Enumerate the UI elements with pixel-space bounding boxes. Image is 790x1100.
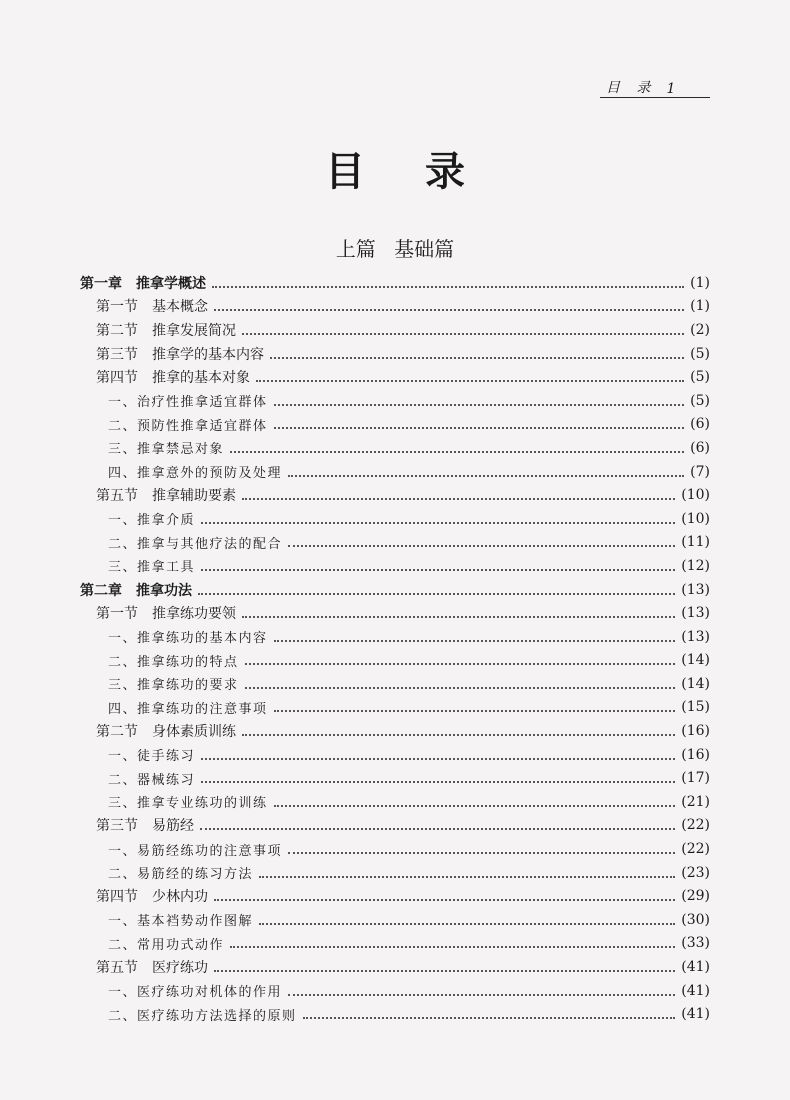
toc-entry-label: [108, 391, 268, 410]
toc-entry-page-number: (41): [681, 959, 710, 976]
toc-entry-title: 徒手练习: [137, 749, 196, 765]
toc-entry-number: 二、: [108, 937, 138, 953]
running-header-title: 目 录: [606, 80, 657, 96]
dot-leader: [242, 498, 675, 500]
dot-leader: [245, 687, 676, 689]
dot-leader: [245, 663, 676, 665]
toc-entry-page-number: (13): [681, 605, 710, 622]
toc-entry-number: 一、: [108, 395, 138, 411]
dot-leader: [274, 404, 685, 406]
toc-subsection-entry: [80, 389, 710, 413]
toc-entry-title: 推拿的基本对象: [152, 370, 250, 387]
dot-leader: [230, 946, 675, 948]
toc-entry-label: [96, 367, 250, 387]
toc-entry-label: [80, 273, 206, 293]
toc-entry-title: 易筋经的练习方法: [137, 867, 254, 883]
toc-entry-number: 第五节: [96, 960, 138, 977]
dot-leader: [242, 734, 675, 736]
toc-section-entry: [80, 955, 710, 979]
toc-entry-title: 推拿专业练功的训练: [137, 796, 268, 812]
toc-subsection-entry: [80, 531, 710, 555]
toc-entry-page-number: (33): [681, 935, 710, 952]
dot-leader: [303, 1017, 676, 1019]
running-header: [600, 78, 710, 98]
toc-entry-title: 推拿练功要领: [152, 606, 236, 623]
toc-title: 目录: [325, 149, 525, 195]
toc-entry-title: 少林内功: [152, 889, 208, 906]
toc-entry-title: 推拿发展简况: [152, 322, 236, 339]
toc-entry-number: 第三节: [96, 346, 138, 363]
toc-entry-label: [108, 509, 195, 528]
toc-entry-page-number: (21): [681, 793, 710, 810]
toc-entry-title: 推拿练功的特点: [137, 654, 239, 670]
toc-entry-label: [96, 957, 208, 977]
toc-entry-title: 医疗练功: [152, 960, 208, 977]
toc-entry-label: [96, 886, 208, 906]
toc-entry-label: [108, 934, 224, 953]
toc-entry-title: 易筋经: [152, 818, 194, 835]
toc-entry-label: [96, 320, 236, 340]
toc-entry-title: 推拿与其他疗法的配合: [137, 536, 283, 552]
toc-entry-page-number: (41): [681, 982, 710, 999]
toc-entry-number: 第二章: [80, 582, 122, 599]
toc-entry-label: [108, 910, 253, 929]
toc-chapter-entry: [80, 271, 710, 295]
toc-entry-label: [108, 863, 253, 882]
toc-entry-number: 四、: [108, 466, 138, 482]
toc-subsection-entry: [80, 1002, 710, 1026]
dot-leader: [274, 427, 685, 429]
toc-entry-label: [108, 462, 282, 481]
toc-entry-title: 推拿学概述: [136, 275, 206, 292]
toc-entry-title: 推拿练功的要求: [137, 678, 239, 694]
toc-entry-page-number: (14): [681, 675, 710, 692]
toc-entry-page-number: (10): [681, 510, 710, 527]
toc-entry-label: [80, 580, 192, 600]
toc-entry-number: 二、: [108, 1008, 138, 1024]
toc-entry-page-number: (29): [681, 888, 710, 905]
toc-entry-label: [96, 721, 236, 741]
toc-entry-page-number: (1): [690, 298, 710, 315]
toc-entry-label: [96, 344, 264, 364]
toc-entry-number: 第四节: [96, 889, 138, 906]
toc-entry-page-number: (23): [681, 864, 710, 881]
toc-subsection-entry: [80, 436, 710, 460]
toc-entry-label: [108, 415, 268, 434]
toc-entry-title: 预防性推拿适宜群体: [137, 418, 268, 434]
dot-leader: [212, 286, 684, 288]
toc-entry-number: 三、: [108, 442, 138, 458]
toc-entry-number: 一、: [108, 631, 138, 647]
toc-entry-title: 医疗练功方法选择的原则: [137, 1008, 297, 1024]
toc-entry-title: 器械练习: [137, 772, 196, 788]
toc-entry-number: 三、: [108, 796, 138, 812]
toc-entry-label: [108, 533, 282, 552]
toc-entry-label: [108, 745, 195, 764]
toc-entry-label: [108, 698, 268, 717]
toc-entry-number: 第三节: [96, 818, 138, 835]
dot-leader: [259, 876, 675, 878]
toc-subsection-entry: [80, 837, 710, 861]
toc-entry-page-number: (13): [681, 628, 710, 645]
toc-subsection-entry: [80, 790, 710, 814]
toc-entry-label: [96, 296, 208, 316]
toc-entry-page-number: (15): [681, 699, 710, 716]
toc-entry-page-number: (22): [681, 817, 710, 834]
toc-section-entry: [80, 483, 710, 507]
dot-leader: [214, 970, 675, 972]
toc-entry-title: 推拿意外的预防及处理: [137, 466, 283, 482]
dot-leader: [242, 616, 675, 618]
toc-entry-label: [96, 603, 236, 623]
dot-leader: [288, 475, 684, 477]
toc-entry-label: [108, 981, 282, 1000]
toc-entry-page-number: (5): [690, 392, 710, 409]
toc-entry-number: 第一节: [96, 299, 138, 316]
toc-list: [80, 271, 710, 1026]
toc-entry-number: 一、: [108, 749, 138, 765]
toc-subsection-entry: [80, 625, 710, 649]
toc-subsection-entry: [80, 554, 710, 578]
toc-subsection-entry: [80, 766, 710, 790]
toc-entry-page-number: (13): [681, 581, 710, 598]
toc-entry-number: 第一章: [80, 275, 122, 292]
toc-entry-page-number: (2): [690, 321, 710, 338]
toc-entry-number: 三、: [108, 560, 138, 576]
dot-leader: [288, 852, 675, 854]
toc-section-entry: [80, 295, 710, 319]
toc-entry-label: [108, 627, 268, 646]
toc-entry-number: 第一节: [96, 606, 138, 623]
toc-entry-page-number: (7): [690, 463, 710, 480]
toc-entry-number: 第二节: [96, 724, 138, 741]
toc-entry-title: 身体素质训练: [152, 724, 236, 741]
toc-entry-number: 一、: [108, 985, 138, 1001]
toc-entry-page-number: (22): [681, 841, 710, 858]
toc-entry-title: 医疗练功对机体的作用: [137, 985, 283, 1001]
toc-section-entry: [80, 884, 710, 908]
toc-entry-number: 第四节: [96, 370, 138, 387]
toc-subsection-entry: [80, 649, 710, 673]
toc-subsection-entry: [80, 413, 710, 437]
toc-subsection-entry: [80, 696, 710, 720]
toc-entry-page-number: (6): [690, 416, 710, 433]
toc-entry-number: 二、: [108, 654, 138, 670]
running-header-page-number: 1: [666, 81, 682, 97]
dot-leader: [201, 522, 675, 524]
toc-entry-title: 治疗性推拿适宜群体: [137, 395, 268, 411]
toc-entry-number: 三、: [108, 678, 138, 694]
toc-entry-number: 二、: [108, 418, 138, 434]
dot-leader: [270, 357, 684, 359]
dot-leader: [242, 333, 684, 335]
dot-leader: [201, 781, 675, 783]
toc-entry-number: 一、: [108, 843, 138, 859]
toc-subsection-entry: [80, 861, 710, 885]
dot-leader: [214, 309, 684, 311]
toc-subsection-entry: [80, 507, 710, 531]
dot-leader: [274, 710, 676, 712]
toc-entry-page-number: (16): [681, 746, 710, 763]
dot-leader: [200, 828, 675, 830]
toc-entry-title: 常用功式动作: [137, 937, 225, 953]
toc-entry-label: [108, 438, 224, 457]
toc-entry-label: [108, 769, 195, 788]
toc-entry-page-number: (5): [690, 369, 710, 386]
toc-entry-label: [108, 674, 239, 693]
toc-entry-number: 一、: [108, 513, 138, 529]
toc-subsection-entry: [80, 979, 710, 1003]
toc-entry-page-number: (41): [681, 1006, 710, 1023]
part-title: 上篇 基础篇: [335, 237, 455, 261]
toc-entry-page-number: (14): [681, 652, 710, 669]
toc-entry-title: 推拿学的基本内容: [152, 346, 264, 363]
dot-leader: [214, 899, 675, 901]
toc-entry-label: [96, 815, 194, 835]
toc-entry-number: 二、: [108, 867, 138, 883]
toc-subsection-entry: [80, 908, 710, 932]
toc-entry-page-number: (12): [681, 557, 710, 574]
toc-entry-title: 推拿练功的基本内容: [137, 631, 268, 647]
toc-section-entry: [80, 365, 710, 389]
toc-entry-label: [96, 485, 236, 505]
toc-entry-page-number: (17): [681, 770, 710, 787]
dot-leader: [198, 593, 675, 595]
dot-leader: [259, 923, 675, 925]
toc-entry-title: 推拿禁忌对象: [137, 442, 225, 458]
toc-entry-label: [108, 651, 239, 670]
toc-section-entry: [80, 318, 710, 342]
toc-subsection-entry: [80, 460, 710, 484]
toc-entry-number: 一、: [108, 914, 138, 930]
toc-section-entry: [80, 601, 710, 625]
toc-entry-title: 推拿练功的注意事项: [137, 701, 268, 717]
toc-entry-label: [108, 1005, 297, 1024]
toc-section-entry: [80, 814, 710, 838]
toc-entry-title: 基本概念: [152, 299, 208, 316]
dot-leader: [256, 380, 684, 382]
dot-leader: [274, 640, 676, 642]
dot-leader: [201, 569, 675, 571]
dot-leader: [288, 994, 675, 996]
toc-entry-title: 推拿功法: [136, 582, 192, 599]
toc-entry-label: [108, 840, 282, 859]
dot-leader: [230, 451, 684, 453]
toc-entry-title: 易筋经练功的注意事项: [137, 843, 283, 859]
toc-chapter-entry: [80, 578, 710, 602]
toc-entry-page-number: (11): [681, 534, 710, 551]
toc-entry-title: 基本裆势动作图解: [137, 914, 254, 930]
toc-entry-label: [108, 792, 268, 811]
toc-entry-page-number: (1): [690, 274, 710, 291]
toc-entry-page-number: (5): [690, 345, 710, 362]
toc-entry-title: 推拿辅助要素: [152, 488, 236, 505]
toc-section-entry: [80, 342, 710, 366]
dot-leader: [201, 758, 675, 760]
toc-entry-page-number: (16): [681, 723, 710, 740]
toc-section-entry: [80, 719, 710, 743]
toc-entry-number: 四、: [108, 701, 138, 717]
toc-entry-number: 第二节: [96, 322, 138, 339]
toc-entry-number: 第五节: [96, 488, 138, 505]
dot-leader: [288, 545, 675, 547]
dot-leader: [274, 805, 676, 807]
toc-entry-label: [108, 556, 195, 575]
toc-entry-number: 二、: [108, 536, 138, 552]
toc-subsection-entry: [80, 743, 710, 767]
toc-entry-page-number: (10): [681, 487, 710, 504]
toc-entry-page-number: (30): [681, 911, 710, 928]
toc-entry-number: 二、: [108, 772, 138, 788]
toc-entry-title: 推拿工具: [137, 560, 196, 576]
toc-entry-title: 推拿介质: [137, 513, 196, 529]
toc-entry-page-number: (6): [690, 439, 710, 456]
toc-subsection-entry: [80, 932, 710, 956]
toc-subsection-entry: [80, 672, 710, 696]
